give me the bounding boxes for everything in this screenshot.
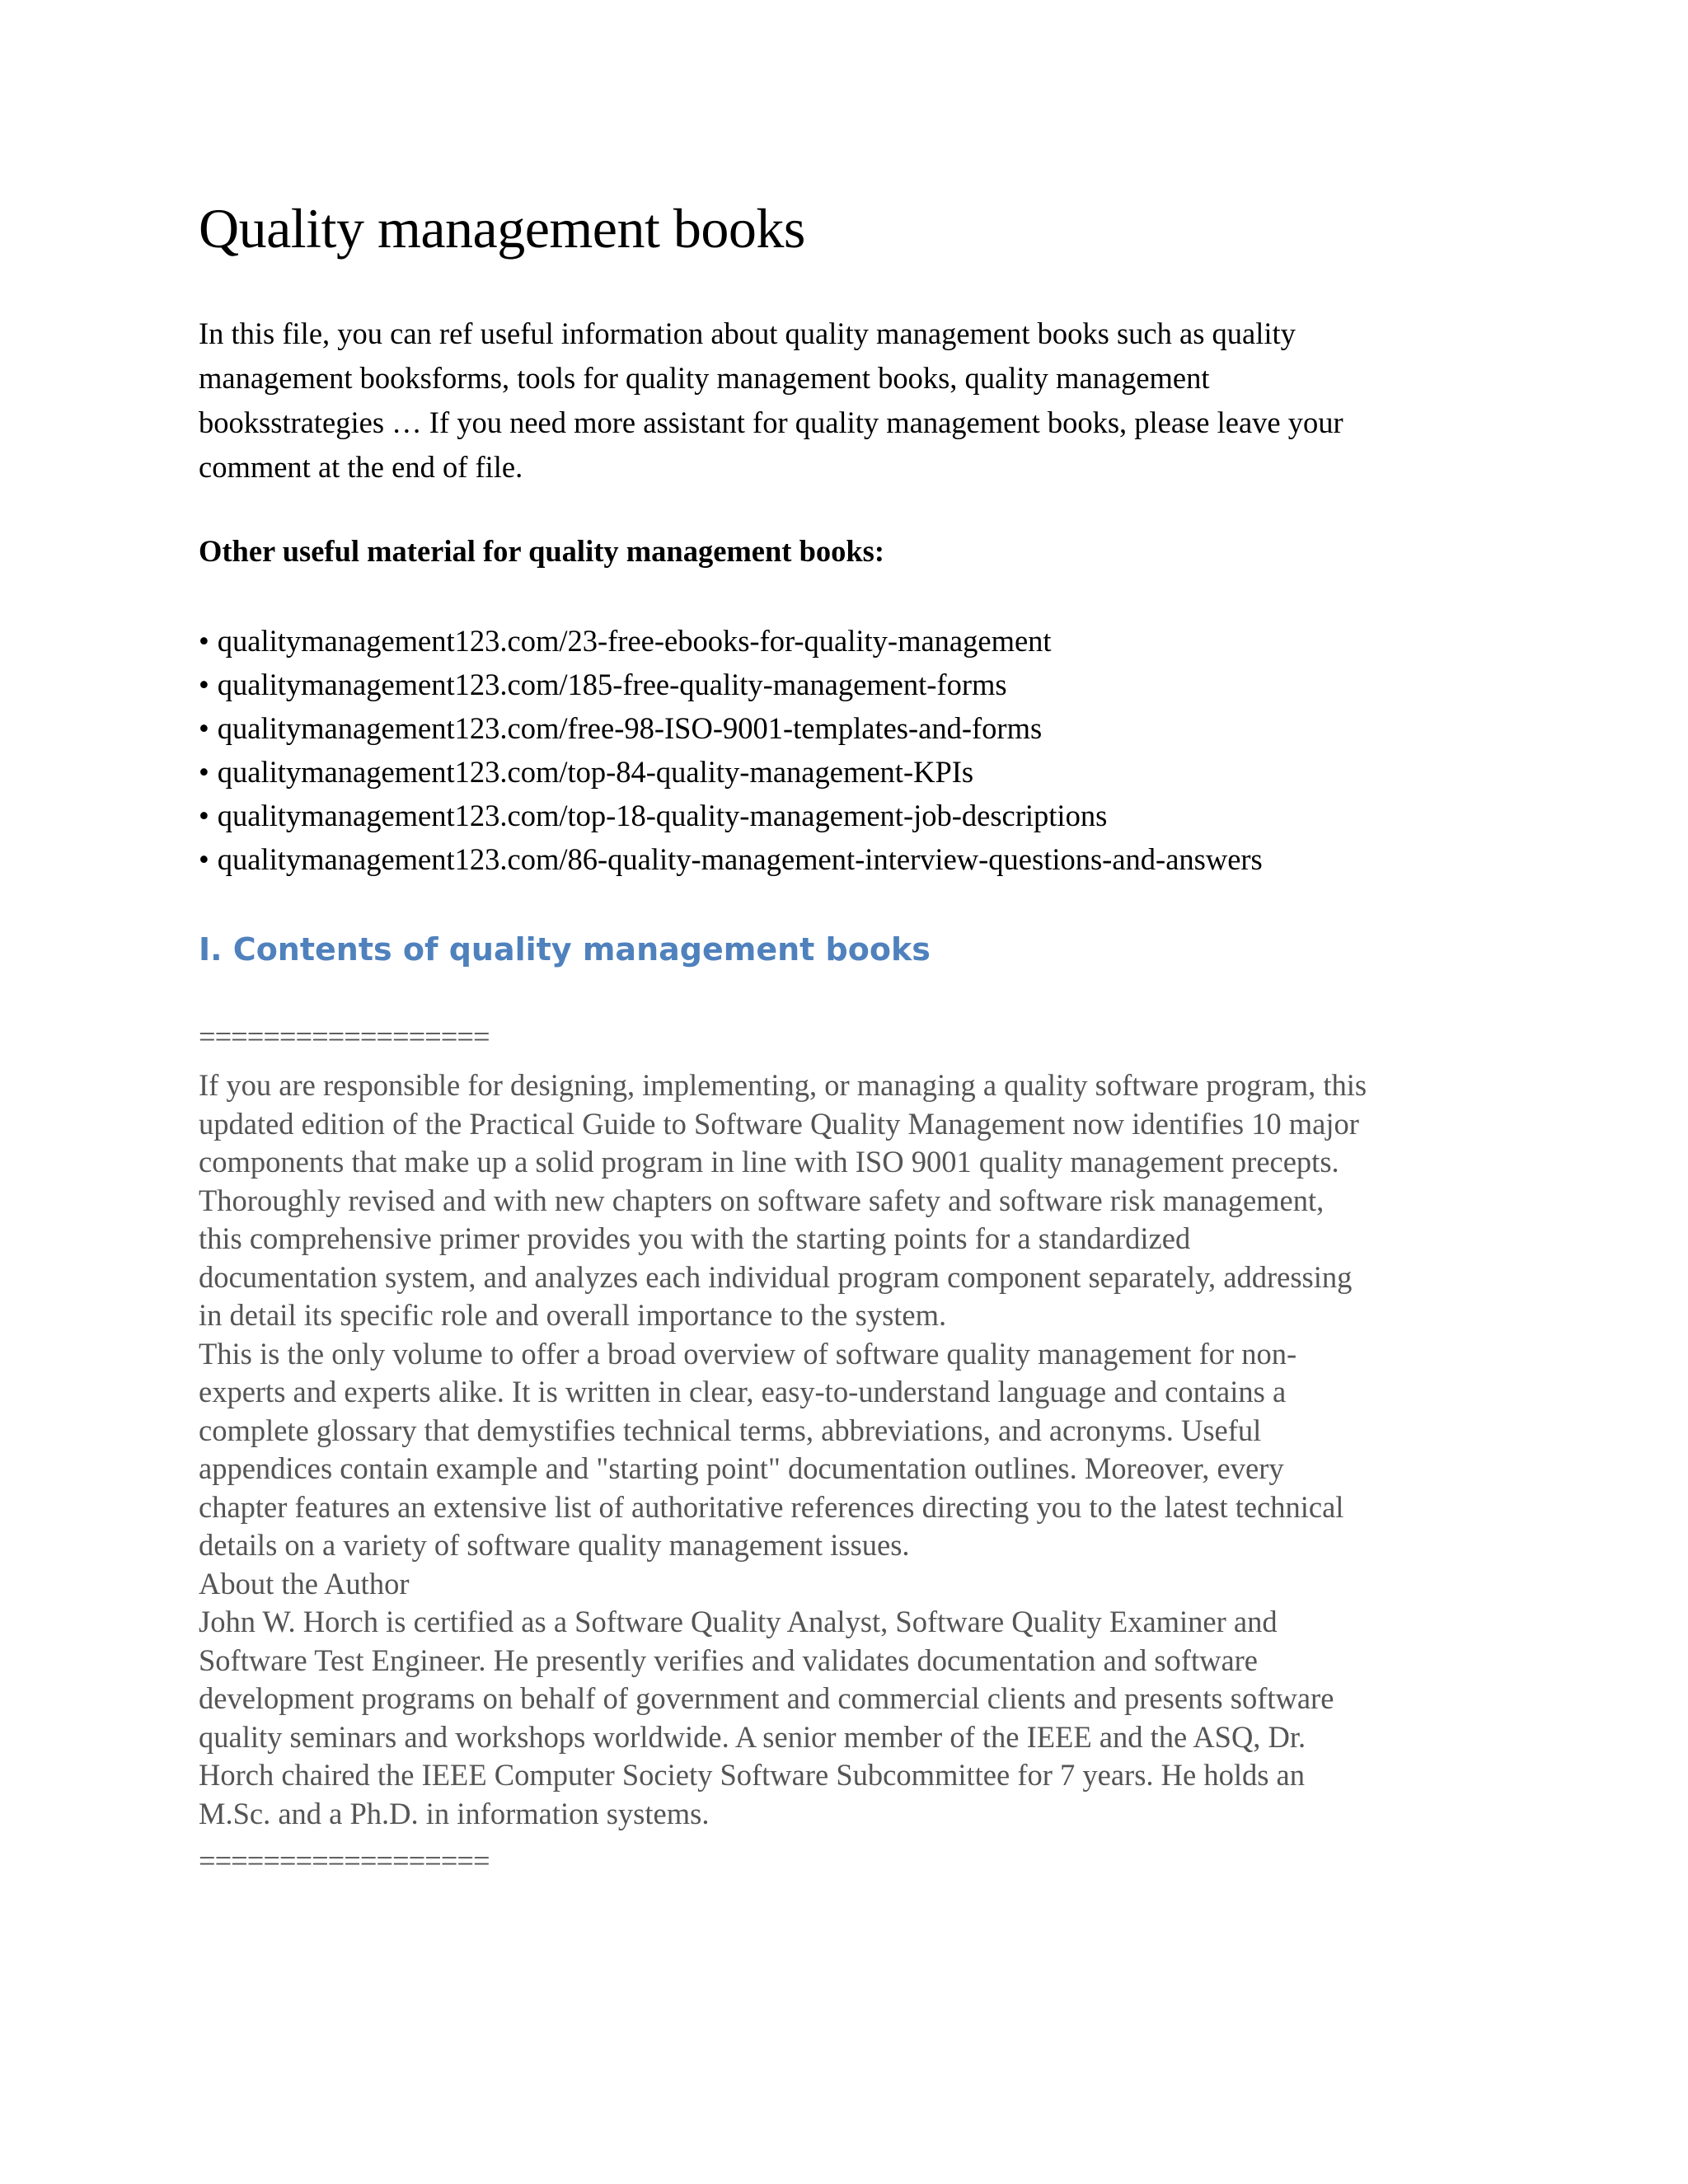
body-line: Horch chaired the IEEE Computer Society Software Subcommittee for 7 years. He holds an: [199, 1758, 1305, 1792]
body-line: documentation system, and analyzes each individual program component separately, addressing: [199, 1259, 1353, 1294]
body-line: If you are responsible for designing, implementing, or managing a quality software program, this: [199, 1068, 1367, 1102]
body-line: components that make up a solid program in line with ISO 9001 quality management precepts.: [199, 1145, 1339, 1179]
body-line: complete glossary that demystifies technical terms, abbreviations, and acronyms. Useful: [199, 1413, 1262, 1447]
other-material-heading: Other useful material for quality management books:: [199, 534, 885, 568]
body-line: Software Test Engineer. He presently verifies and validates documentation and software: [199, 1643, 1259, 1677]
body-line: chapter features an extensive list of authoritative references directing you to the latest technical: [199, 1489, 1344, 1524]
list-item[interactable]: [199, 619, 1263, 663]
list-item[interactable]: [199, 794, 1263, 837]
resource-link[interactable]: qualitymanagement123.com/top-84-quality-management-KPIs: [217, 755, 974, 789]
bullet-icon: •: [199, 842, 209, 876]
body-line: this comprehensive primer provides you with the starting points for a standardized: [199, 1221, 1191, 1255]
bullet-icon: •: [199, 711, 209, 745]
intro-line: booksstrategies … If you need more assistant for quality management books, please leave your: [199, 405, 1343, 439]
resource-link[interactable]: qualitymanagement123.com/23-free-ebooks-for-quality-management: [217, 624, 1052, 658]
divider-top: ==================: [199, 1019, 490, 1053]
bullet-icon: •: [199, 668, 209, 701]
bullet-icon: •: [199, 624, 209, 658]
book-description: [199, 1066, 1534, 1833]
section-heading-contents: I. Contents of quality management books: [199, 931, 931, 968]
bullet-icon: •: [199, 799, 209, 832]
resource-link[interactable]: qualitymanagement123.com/free-98-ISO-9001-templates-and-forms: [217, 711, 1043, 745]
resource-link[interactable]: qualitymanagement123.com/top-18-quality-management-job-descriptions: [217, 799, 1108, 832]
list-item[interactable]: [199, 750, 1263, 794]
intro-line: In this file, you can ref useful information about quality management books such as quality: [199, 316, 1296, 350]
resource-link[interactable]: qualitymanagement123.com/86-quality-management-interview-questions-and-answers: [217, 842, 1263, 876]
body-line: appendices contain example and "starting point" documentation outlines. Moreover, every: [199, 1451, 1284, 1485]
body-line: experts and experts alike. It is written in clear, easy-to-understand language and contains a: [199, 1375, 1287, 1408]
body-line: in detail its specific role and overall importance to the system.: [199, 1298, 947, 1332]
body-line: M.Sc. and a Ph.D. in information systems.: [199, 1796, 710, 1830]
body-line: details on a variety of software quality management issues.: [199, 1528, 910, 1562]
body-line: quality seminars and workshops worldwide. A senior member of the IEEE and the ASQ, Dr.: [199, 1719, 1306, 1754]
intro-paragraph: [199, 312, 1517, 490]
body-line: updated edition of the Practical Guide to Software Quality Management now identifies 10 major: [199, 1106, 1359, 1141]
body-line: John W. Horch is certified as a Software Quality Analyst, Software Quality Examiner and: [199, 1605, 1278, 1638]
bullet-icon: •: [199, 755, 209, 789]
page-title: Quality management books: [199, 197, 805, 260]
list-item[interactable]: [199, 663, 1263, 706]
body-line: development programs on behalf of government and commercial clients and presents software: [199, 1681, 1334, 1715]
body-line: Thoroughly revised and with new chapters on software safety and software risk management,: [199, 1183, 1325, 1217]
list-item[interactable]: [199, 706, 1263, 750]
list-item[interactable]: [199, 837, 1263, 881]
resource-link[interactable]: qualitymanagement123.com/185-free-quality-management-forms: [217, 668, 1007, 701]
intro-line: comment at the end of file.: [199, 450, 523, 484]
about-author-heading: About the Author: [199, 1566, 410, 1601]
divider-bottom: ==================: [199, 1844, 490, 1877]
resource-link-list: [199, 619, 1263, 881]
intro-line: management booksforms, tools for quality management books, quality management: [199, 361, 1210, 395]
body-line: This is the only volume to offer a broad overview of software quality management for non-: [199, 1336, 1297, 1371]
